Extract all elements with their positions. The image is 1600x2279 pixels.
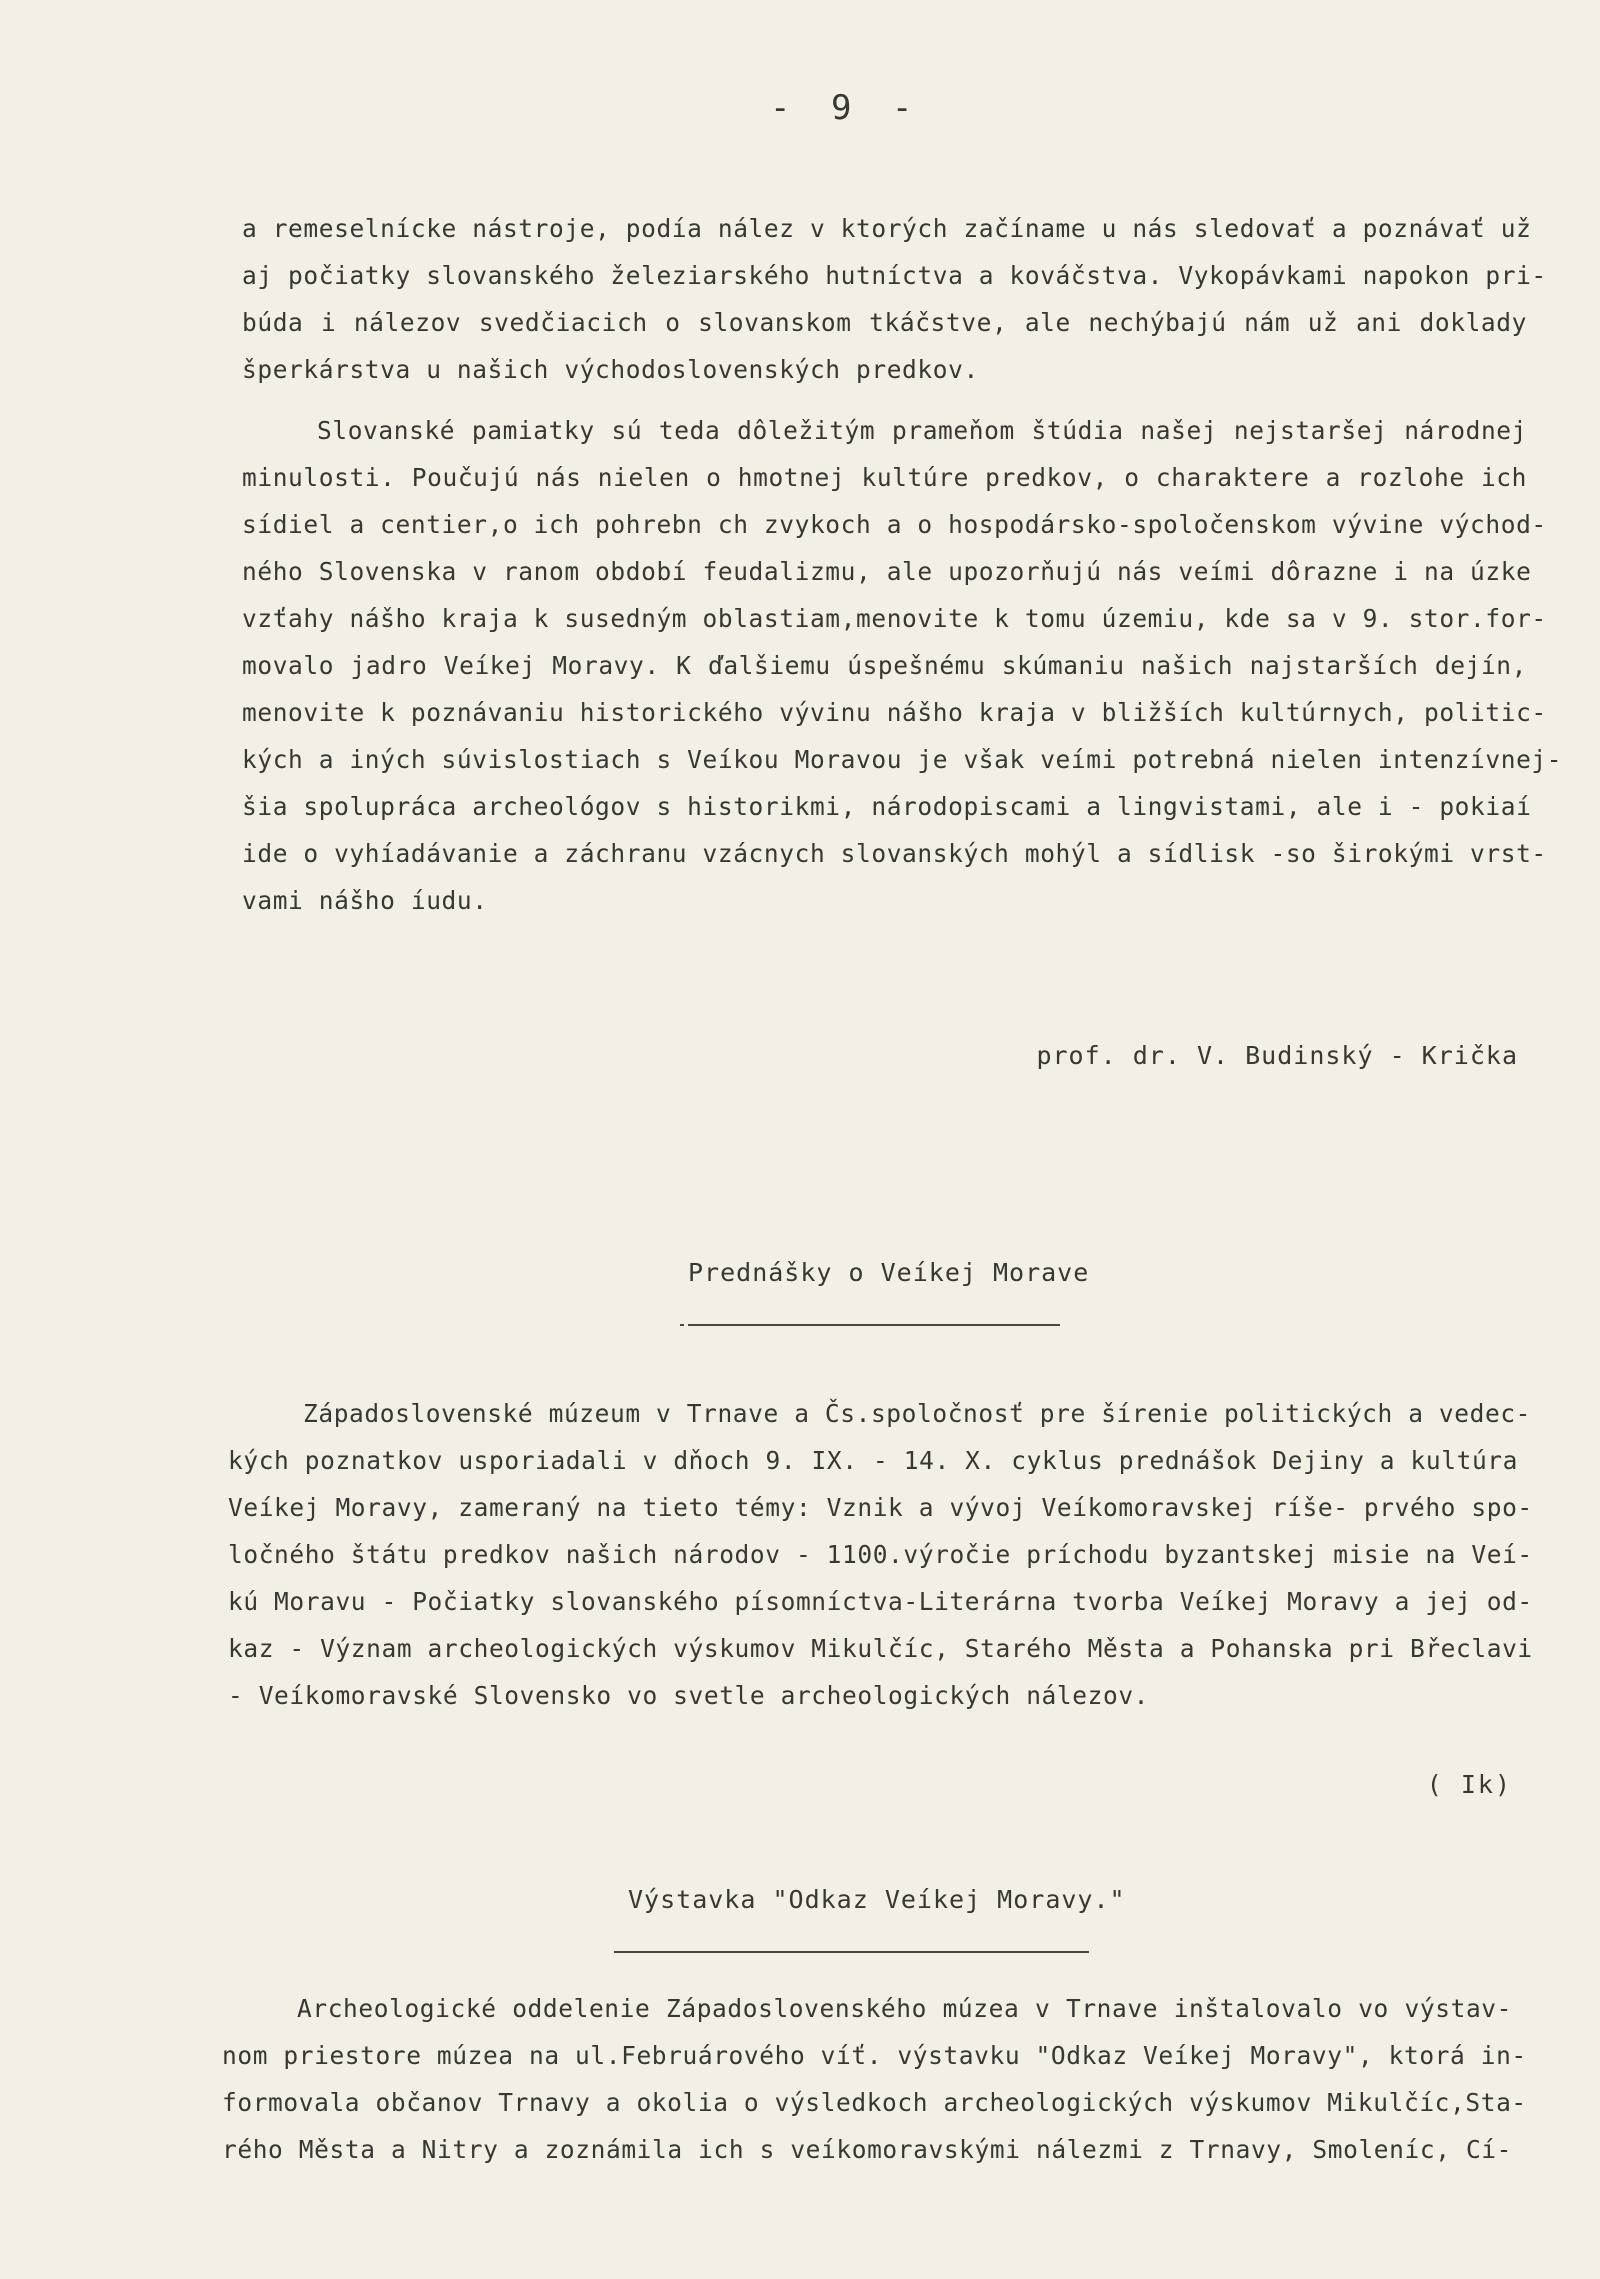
text-line: šperkárstva u našich východoslovenských predkov.: [242, 355, 979, 384]
text-line: ného Slovenska v ranom období feudalizmu, ale upozorňujú nás veími dôrazne i na úzke: [242, 557, 1532, 586]
text-line: kých poznatkov usporiadali v dňoch 9. IX. - 14. X. cyklus prednášok Dejiny a kultúra: [228, 1446, 1518, 1475]
text-line: kú Moravu - Počiatky slovanského písomníctva-Literárna tvorba Veíkej Moravy a jej od-: [228, 1587, 1533, 1616]
paragraph-2: [242, 407, 1563, 924]
author-initials: ( Ik): [1426, 1770, 1512, 1799]
text-line: Veíkej Moravy, zameraný na tieto témy: Vznik a vývoj Veíkomoravskej ríše- prvého spo-: [228, 1493, 1533, 1522]
heading-underline: [614, 1951, 1089, 1953]
text-line: - Veíkomoravské Slovensko vo svetle archeologických nálezov.: [228, 1681, 1150, 1710]
text-line: Archeologické oddelenie Západoslovenského múzea v Trnave inštalovalo vo výstav-: [297, 1994, 1512, 2023]
text-line: ločného štátu predkov našich národov - 1100.výročie príchodu byzantskej misie na Veí-: [228, 1540, 1533, 1569]
paragraph-1: [242, 205, 1547, 393]
text-line: minulosti. Poučujú nás nielen o hmotnej kultúre predkov, o charaktere a rozlohe ich: [242, 463, 1527, 492]
text-line: movalo jadro Veíkej Moravy. K ďalšiemu úspešnému skúmaniu našich najstarších dejín,: [242, 651, 1527, 680]
text-line: kých a iných súvislostiach s Veíkou Moravou je však veími potrebná nielen intenzívnej-: [242, 745, 1563, 774]
section-heading-lectures: Prednášky o Veíkej Morave: [688, 1258, 1090, 1287]
text-line: aj počiatky slovanského železiarského hutníctva a kováčstva. Vykopávkami napokon pri-: [242, 261, 1547, 290]
text-line: búda i nálezov svedčiacich o slovanskom tkáčstve, ale nechýbajú nám už ani doklady: [242, 308, 1527, 337]
text-line: formovala občanov Trnavy a okolia o výsledkoch archeologických výskumov Mikulčíc,Sta-: [222, 2088, 1527, 2117]
text-line: vzťahy nášho kraja k susedným oblastiam,menovite k tomu územiu, kde sa v 9. stor.for-: [242, 604, 1547, 633]
text-line: ide o vyhíadávanie a záchranu vzácnych slovanských mohýl a sídlisk -so širokými vrst-: [242, 839, 1547, 868]
text-line: a remeselnícke nástroje, podía nález v ktorých začíname u nás sledovať a poznávať už: [242, 214, 1532, 243]
paragraph-4: [222, 1985, 1527, 2173]
text-line: nom priestore múzea na ul.Februárového víť. výstavku "Odkaz Veíkej Moravy", ktorá in-: [222, 2041, 1527, 2070]
text-line: kaz - Význam archeologických výskumov Mikulčíc, Starého Města a Pohanska pri Břeclavi: [228, 1634, 1533, 1663]
text-line: vami nášho íudu.: [242, 886, 488, 915]
text-line: menovite k poznávaniu historického vývinu nášho kraja v bližších kultúrnych, politic-: [242, 698, 1547, 727]
page-number: - 9 -: [770, 88, 923, 128]
heading-underline-tick: [680, 1324, 684, 1326]
section-heading-exhibition: Výstavka "Odkaz Veíkej Moravy.": [628, 1885, 1126, 1914]
text-line: Západoslovenské múzeum v Trnave a Čs.spoločnosť pre šírenie politických a vedec-: [303, 1399, 1532, 1428]
text-line: Slovanské pamiatky sú teda dôležitým prameňom štúdia našej nejstaršej národnej: [317, 416, 1527, 445]
heading-underline: [688, 1324, 1060, 1326]
text-line: rého Města a Nitry a zoznámila ich s veíkomoravskými nálezmi z Trnavy, Smoleníc, Cí-: [222, 2135, 1512, 2164]
text-line: sídiel a centier,o ich pohrebn ch zvykoch a o hospodársko-spoločenskom vývine východ-: [242, 510, 1547, 539]
text-line: šia spolupráca archeológov s historikmi, národopiscami a lingvistami, ale i - pokiaí: [242, 792, 1532, 821]
author-signature: prof. dr. V. Budinský - Krička: [1036, 1041, 1518, 1070]
paragraph-3: [228, 1390, 1533, 1719]
